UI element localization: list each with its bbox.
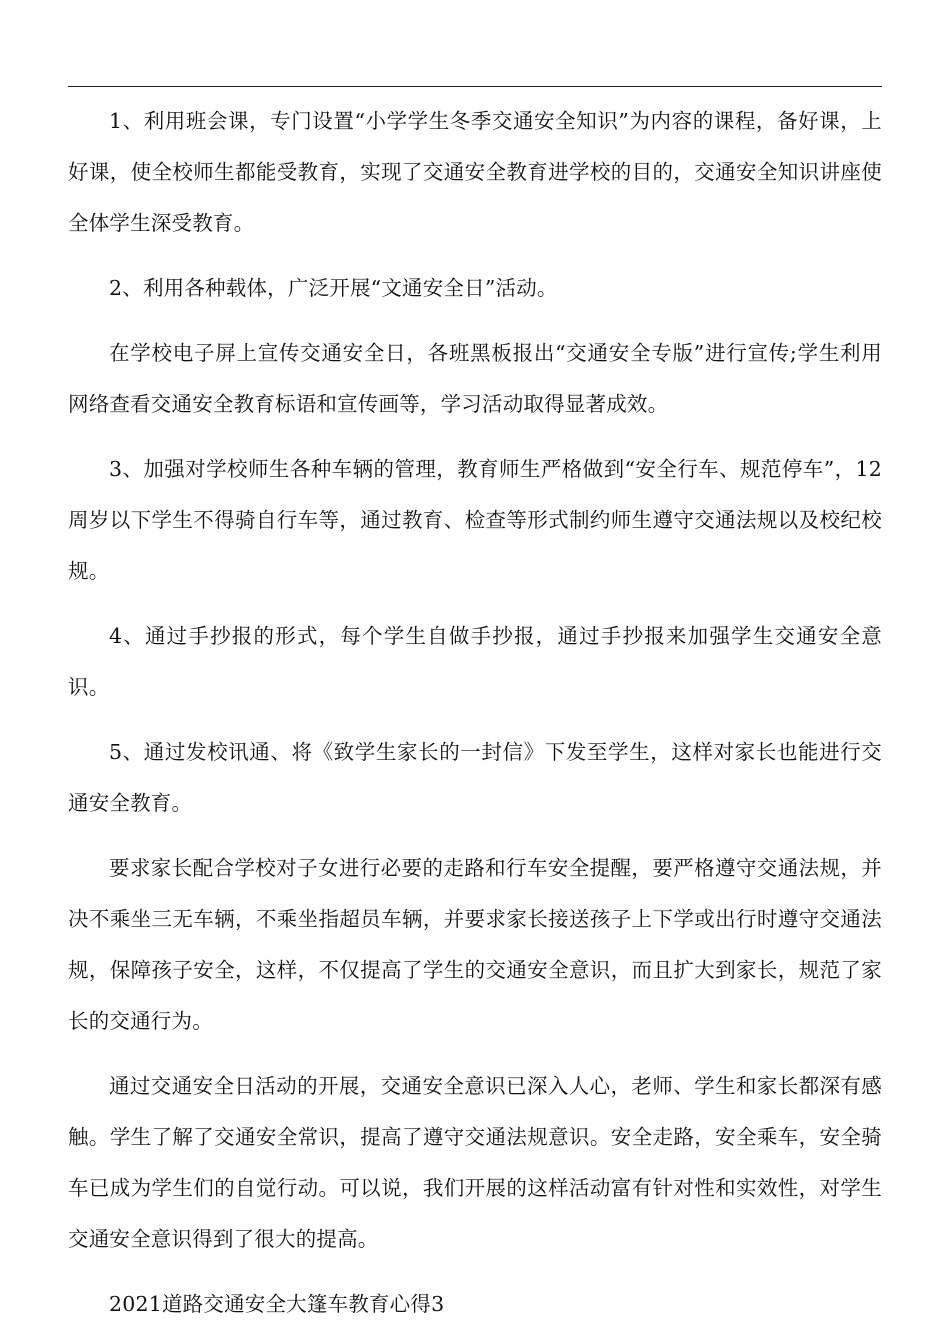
header-rule <box>68 86 882 87</box>
paragraph-2: 2、利用各种载体，广泛开展“文通安全日”活动。 <box>109 276 558 300</box>
paragraph-6: 5、通过发校讯通、将《致学生家长的一封信》下发至学生，这样对家长也能进行交通安全教育。 <box>68 740 882 815</box>
paragraph-3: 在学校电子屏上宣传交通安全日，各班黑板报出“交通安全专版”进行宣传;学生利用网络查看交通安全教育标语和宣传画等，学习活动取得显著成效。 <box>68 341 882 416</box>
paragraph-5: 4、通过手抄报的形式，每个学生自做手抄报，通过手抄报来加强学生交通安全意识。 <box>68 624 882 699</box>
paragraph-7: 要求家长配合学校对子女进行必要的走路和行车安全提醒，要严格遵守交通法规，并决不乘坐三无车辆，不乘坐指超员车辆，并要求家长接送孩子上下学或出行时遵守交通法规，保障孩子安全，这样，不仅提高了学生的交通安全意识，而且扩大到家长，规范了家长的交通行为。 <box>68 856 882 1033</box>
paragraph-4: 3、加强对学校师生各种车辆的管理，教育师生严格做到“安全行车、规范停车”，12周岁以下学生不得骑自行车等，通过教育、检查等形式制约师生遵守交通法规以及校纪校规。 <box>68 457 882 583</box>
paragraph-8: 通过交通安全日活动的开展，交通安全意识已深入人心，老师、学生和家长都深有感触。学生了解了交通安全常识，提高了遵守交通法规意识。安全走路，安全乘车，安全骑车已成为学生们的自觉行动。可以说，我们开展的这样活动富有针对性和实效性，对学生交通安全意识得到了很大的提高。 <box>68 1074 882 1251</box>
section-heading: 2021道路交通安全大篷车教育心得3 <box>109 1292 445 1316</box>
paragraph-1: 1、利用班会课，专门设置“小学学生冬季交通安全知识”为内容的课程，备好课，上好课，使全校师生都能受教育，实现了交通安全教育进学校的目的，交通安全知识讲座使全体学生深受教育。 <box>68 109 882 235</box>
document-body <box>68 96 882 1344</box>
